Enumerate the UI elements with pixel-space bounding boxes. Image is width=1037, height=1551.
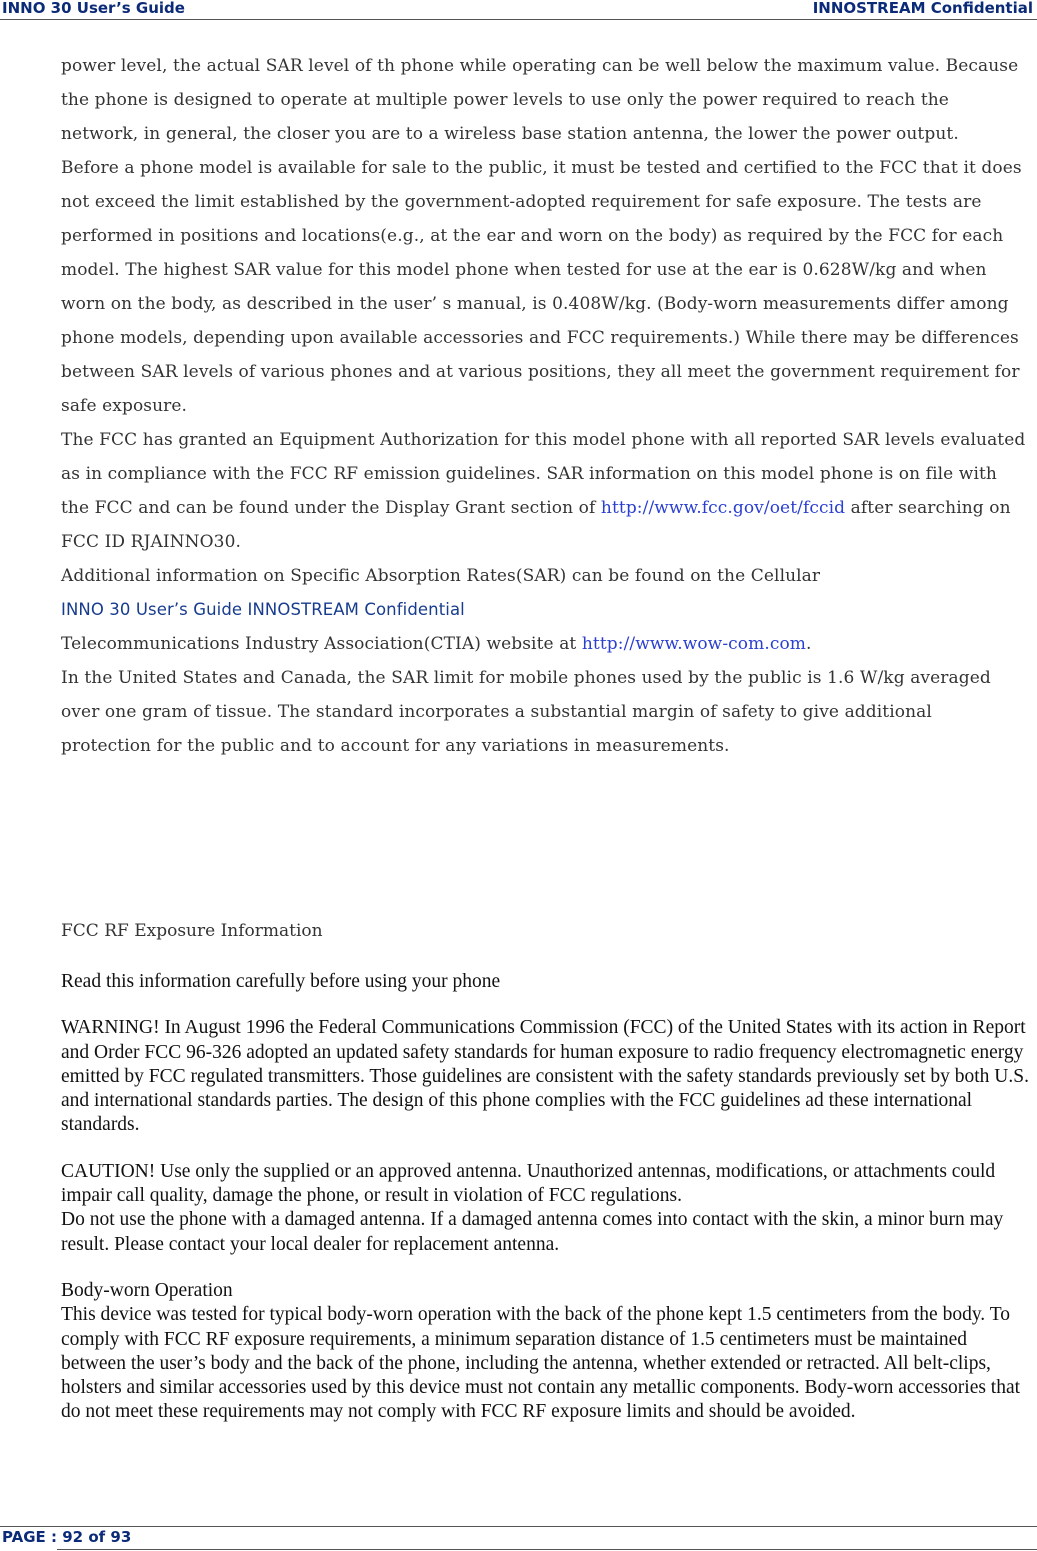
fcc-exposure-section — [61, 970, 1031, 1425]
damaged-antenna-paragraph: Do not use the phone with a damaged antenna. If a damaged antenna comes into contact with the skin, a minor burn may result. Please contact your local dealer for replacement antenna. — [61, 1209, 1004, 1255]
page-footer — [0, 1526, 1037, 1550]
paragraph-ctia — [61, 627, 1027, 661]
ctia-link[interactable]: http://www.wow-com.com — [581, 634, 807, 654]
body-worn-paragraph: This device was tested for typical body-worn operation with the back of the phone kept 1.5 centimeters from the body. To comply with FCC RF exposure requirements, a minimum separation distance of 1.5 centimeters must be maintained between the user’s body and the back of the phone, including the antenna, whether extended or retracted. All belt-clips, holsters and similar accessories used by this device must not contain any metallic components. Body-worn accessories that do not meet these requirements may not comply with FCC RF exposure limits and should be avoided. — [61, 1304, 1021, 1423]
footer-bottom-rule — [57, 1549, 1037, 1550]
paragraph-ctia-text: Telecommunications Industry Association(CTIA) website at — [61, 634, 582, 654]
footer-top-rule — [0, 1526, 1037, 1527]
paragraph-equipment-authorization-tail: after searching on FCC ID RJAINNO30. — [61, 498, 1011, 552]
paragraph-additional-info: Additional information on Specific Absorption Rates(SAR) can be found on the Cellular — [61, 566, 821, 586]
read-carefully-text: Read this information carefully before using your phone — [61, 971, 501, 992]
page-header — [0, 0, 1037, 20]
paragraph-ctia-tail: . — [806, 634, 812, 654]
spacer — [61, 1138, 1031, 1160]
caution-paragraph: CAUTION! Use only the supplied or an approved antenna. Unauthorized antennas, modifications, or attachments could impair call quality, damage the phone, or result in violation of FCC regulations. — [61, 1160, 996, 1207]
fcc-id-link[interactable]: http://www.fcc.gov/oet/fccid — [600, 498, 846, 518]
section-title: FCC RF Exposure Information — [61, 921, 323, 941]
header-guide-title: INNO 30 User’s Guide — [2, 0, 185, 17]
paragraph-power-level: power level, the actual SAR level of th phone while operating can be well below the maximum value. Because the phone is designed to operate at multiple power levels to use only the power required to reach the network, in general, the closer you are to a wireless base station antenna, the lower the power output. — [61, 56, 1019, 144]
paragraph-equipment-authorization — [61, 423, 1027, 559]
inline-header-banner: INNO 30 User’s Guide INNOSTREAM Confidential — [61, 600, 465, 619]
warning-paragraph: WARNING! In August 1996 the Federal Communications Commission (FCC) of the United States with its action in Report and Order FCC 96-326 adopted an updated safety standards for human exposure to radio frequency electromagnetic energy emitted by FCC regulated transmitters. Those guidelines are consistent with the safety standards previously set by both U.S. and international standards parties. The design of this phone complies with the FCC guidelines ad these international standards. — [61, 1017, 1029, 1136]
paragraph-certification: Before a phone model is available for sale to the public, it must be tested and certified to the FCC that it does not exceed the limit established by the government-adopted requirement for safe exposure. The tests are performed in positions and locations(e.g., at the ear and worn on the body) as required by the FCC for each model. The highest SAR value for this model phone when tested for use at the ear is 0.628W/kg and when worn on the body, as described in the user’ s manual, is 0.408W/kg. (Body-worn measurements differ among phone models, depending upon available accessories and FCC requirements.) While there may be differences between SAR levels of various phones and at various positions, they all meet the government requirement for safe exposure. — [61, 158, 1022, 416]
spacer — [61, 994, 1031, 1016]
sar-body-text — [61, 49, 1027, 763]
paragraph-sar-limit: In the United States and Canada, the SAR limit for mobile phones used by the public is 1.6 W/kg averaged over one gram of tissue. The standard incorporates a substantial margin of safety to give additional protection for the public and to account for any variations in measurements. — [61, 668, 991, 756]
paragraph-equipment-authorization-text: The FCC has granted an Equipment Authorization for this model phone with all reported SAR levels evaluated as in compliance with the FCC RF emission guidelines. SAR information on this model phone is on file with the FCC and can be found under the Display Grant section of — [61, 430, 1026, 518]
page-number: PAGE : 92 of 93 — [2, 1528, 132, 1546]
header-confidential: INNOSTREAM Confidential — [812, 0, 1033, 17]
spacer — [61, 1257, 1031, 1279]
body-worn-title: Body-worn Operation — [61, 1279, 233, 1301]
